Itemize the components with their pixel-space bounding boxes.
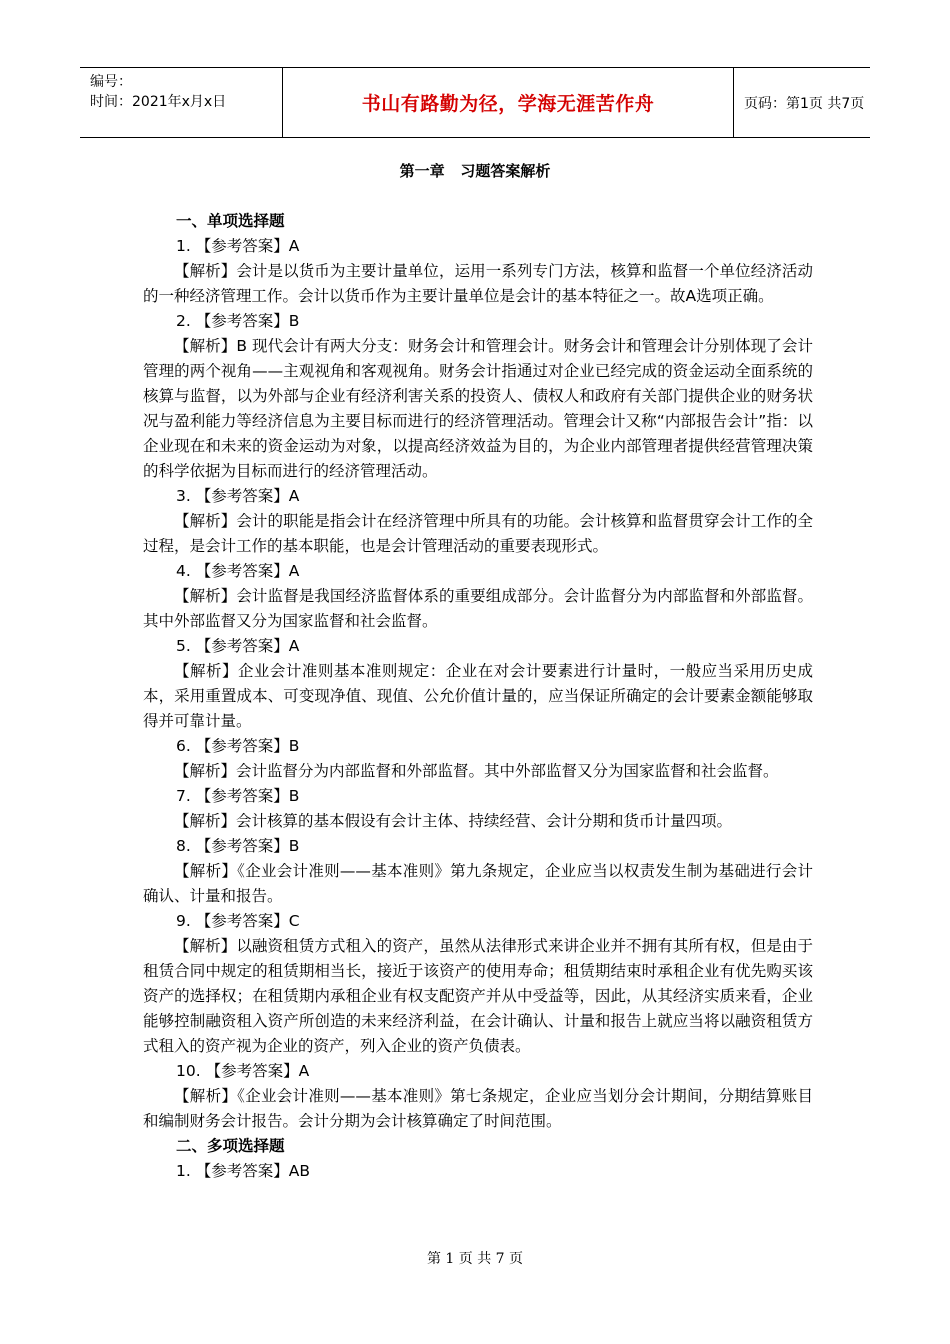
answer-line: 10. 【参考答案】A [176,1062,310,1080]
document-time-label: 时间：2021年x月x日 [90,94,227,110]
explanation-paragraph: 【解析】B 现代会计有两大分支：财务会计和管理会计。财务会计和管理会计分别体现了会计管理的两个视角——主观视角和客观视角。财务会计指通过对企业已经完成的资金运动全面系统的核算与监督，以为外部与企业有经济利害关系的投资人、债权人和政府有关部门提供企业的财务状况与盈利能力等经济信息为主要目标而进行的经济管理活动。管理会计又称“内部报告会计”指：以企业现在和未来的资金运动为对象，以提高经济效益为目的，为企业内部管理者提供经营管理决策的科学依据为目标而进行的经济管理活动。 [143,337,813,480]
explanation-paragraph: 【解析】会计核算的基本假设有会计主体、持续经营、会计分期和货币计量四项。 [174,812,733,830]
header-motto-cell [282,68,734,137]
explanation-paragraph: 【解析】以融资租赁方式租入的资产，虽然从法律形式来讲企业并不拥有其所有权，但是由于租赁合同中规定的租赁期相当长，接近于该资产的使用寿命；租赁期结束时承租企业有优先购买该资产的选择权；在租赁期内承租企业有权支配资产并从中受益等，因此，从其经济实质来看，企业能够控制融资租入资产所创造的未来经济利益，在会计确认、计量和报告上就应当将以融资租赁方式租入的资产视为企业的资产，列入企业的资产负债表。 [143,937,813,1055]
chapter-title: 第一章 习题答案解析 [399,162,551,180]
page-footer: 第 1 页 共 7 页 [426,1251,524,1267]
answer-line: 6. 【参考答案】B [176,737,300,755]
answer-line: 7. 【参考答案】B [176,787,300,805]
answer-line: 5. 【参考答案】A [176,637,300,655]
header-page-code: 页码：第1页 共7页 [744,95,865,112]
answer-line: 8. 【参考答案】B [176,837,300,855]
document-body [143,209,813,1184]
answer-line: 1. 【参考答案】AB [176,1162,310,1180]
document-number-label: 编号： [90,74,132,90]
answer-line: 3. 【参考答案】A [176,487,300,505]
answer-line: 2. 【参考答案】B [176,312,300,330]
explanation-paragraph: 【解析】《企业会计准则——基本准则》第九条规定，企业应当以权责发生制为基础进行会计确认、计量和报告。 [143,862,813,905]
section-heading: 一、单项选择题 [176,212,285,230]
explanation-paragraph: 【解析】会计监督是我国经济监督体系的重要组成部分。会计监督分为内部监督和外部监督。其中外部监督又分为国家监督和社会监督。 [143,587,813,630]
header-meta [80,68,282,137]
explanation-paragraph: 【解析】《企业会计准则——基本准则》第七条规定，企业应当划分会计期间，分期结算账目和编制财务会计报告。会计分期为会计核算确定了时间范围。 [143,1087,813,1130]
answer-line: 9. 【参考答案】C [176,912,300,930]
explanation-paragraph: 【解析】会计的职能是指会计在经济管理中所具有的功能。会计核算和监督贯穿会计工作的全过程，是会计工作的基本职能，也是会计管理活动的重要表现形式。 [143,512,813,555]
answer-line: 4. 【参考答案】A [176,562,300,580]
explanation-paragraph: 【解析】企业会计准则基本准则规定：企业在对会计要素进行计量时，一般应当采用历史成本，采用重置成本、可变现净值、现值、公允价值计量的，应当保证所确定的会计要素金额能够取得并可靠计量。 [143,662,813,730]
header-motto: 书山有路勤为径，学海无涯苦作舟 [361,93,655,115]
section-heading: 二、多项选择题 [176,1137,285,1155]
explanation-paragraph: 【解析】会计监督分为内部监督和外部监督。其中外部监督又分为国家监督和社会监督。 [174,762,779,780]
header-page-cell [734,68,870,137]
page-header [80,67,870,138]
explanation-paragraph: 【解析】会计是以货币为主要计量单位，运用一系列专门方法，核算和监督一个单位经济活动的一种经济管理工作。会计以货币作为主要计量单位是会计的基本特征之一。故A选项正确。 [143,262,813,305]
answer-line: 1. 【参考答案】A [176,237,300,255]
